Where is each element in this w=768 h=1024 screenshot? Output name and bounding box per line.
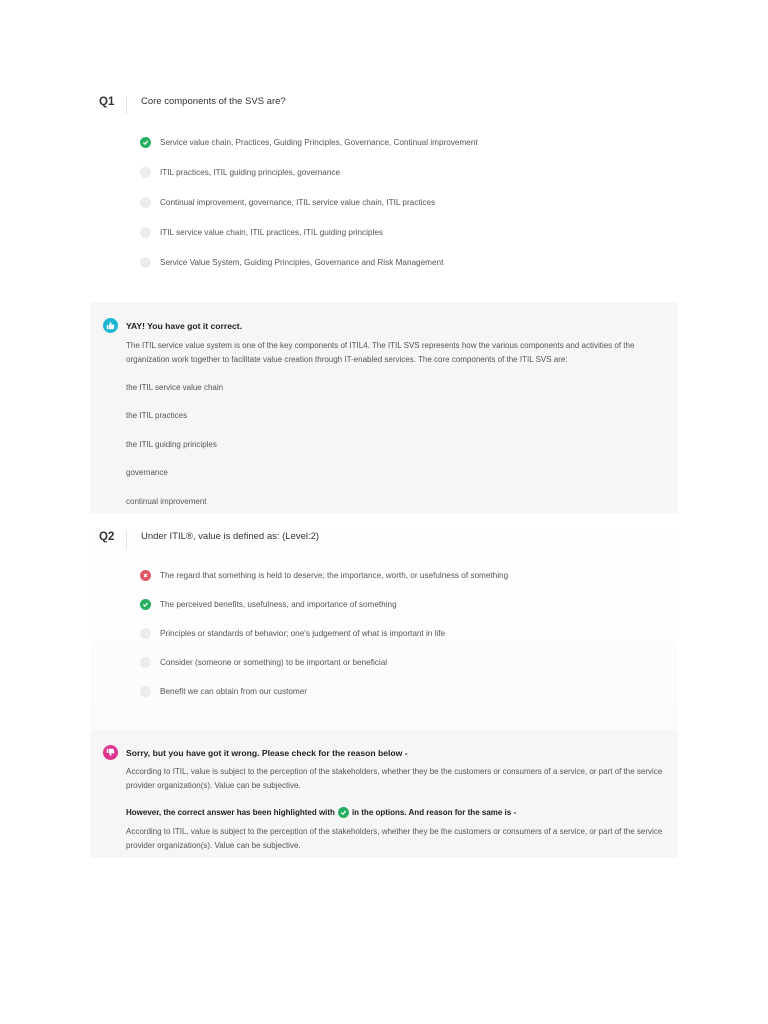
- q1-feedback-item-3: the ITIL guiding principles: [126, 440, 217, 449]
- q1-option-1-label: Service value chain, Practices, Guiding Principles, Governance, Continual improvement: [160, 137, 478, 147]
- q1-option-4-label: ITIL service value chain, ITIL practices, ITIL guiding principles: [160, 227, 383, 237]
- q2-feedback-highlight: [126, 807, 516, 818]
- q1-feedback-panel: [90, 302, 678, 513]
- check-circle-icon: [140, 599, 151, 610]
- q2-option-5-label: Benefit we can obtain from our customer: [160, 687, 307, 696]
- q1-feedback-title: [103, 318, 242, 333]
- q1-option-4[interactable]: [140, 217, 478, 247]
- check-circle-icon: [338, 807, 349, 818]
- q1-options: [140, 127, 478, 277]
- q2-option-4-label: Consider (someone or something) to be important or beneficial: [160, 658, 388, 667]
- x-circle-icon: [140, 570, 151, 581]
- q2-options: [140, 561, 508, 706]
- q1-feedback-item-4: governance: [126, 468, 168, 477]
- q1-option-2[interactable]: [140, 157, 478, 187]
- q1-feedback-body: The ITIL service value system is one of the key components of ITIL4. The ITIL SVS represents how the various components and activities of the organization work together to facilitate value creation through IT-enabled services. The core components of the ITIL SVS are:: [126, 341, 635, 364]
- radio-empty-icon: [140, 257, 151, 268]
- thumbs-up-icon: [103, 318, 118, 333]
- q1-option-2-label: ITIL practices, ITIL guiding principles, governance: [160, 167, 341, 177]
- radio-empty-icon: [140, 628, 151, 639]
- radio-empty-icon: [140, 686, 151, 697]
- q1-option-3-label: Continual improvement, governance, ITIL service value chain, ITIL practices: [160, 197, 436, 207]
- thumbs-down-icon: [103, 745, 118, 760]
- q1-option-5[interactable]: [140, 247, 478, 277]
- q1-header: [99, 96, 286, 114]
- q2-feedback-title-text: Sorry, but you have got it wrong. Please check for the reason below -: [126, 747, 408, 758]
- q1-option-3[interactable]: [140, 187, 478, 217]
- radio-empty-icon: [140, 167, 151, 178]
- q2-option-2-label: The perceived benefits, usefulness, and importance of something: [160, 600, 397, 609]
- check-circle-icon: [140, 137, 151, 148]
- radio-empty-icon: [140, 657, 151, 668]
- q1-question: Core components of the SVS are?: [141, 96, 286, 107]
- q2-option-1[interactable]: [140, 561, 508, 590]
- q2-feedback-body-2: According to ITIL, value is subject to the perception of the stakeholders, whether they be the customers or consumers of a service, or part of the service provider organization(s). Value can be subjective.: [126, 827, 663, 850]
- q2-question: Under ITIL®, value is defined as: (Level:2): [141, 531, 320, 542]
- q2-highlight-after: in the options. And reason for the same is -: [351, 808, 517, 817]
- q2-feedback-body-1: According to ITIL, value is subject to the perception of the stakeholders, whether they be the customers or consumers of a service, or part of the service provider organization(s). Value can be subjective.: [126, 767, 663, 790]
- q2-header: [99, 531, 319, 549]
- q1-option-1[interactable]: [140, 127, 478, 157]
- q2-option-3-label: Principles or standards of behavior; one's judgement of what is important in life: [160, 629, 446, 638]
- q2-option-1-label: The regard that something is held to deserve; the importance, worth, or usefulness of something: [160, 571, 509, 580]
- q1-number: Q1: [99, 96, 115, 108]
- q2-option-4[interactable]: [140, 648, 508, 677]
- q1-feedback-item-1: the ITIL service value chain: [126, 383, 224, 392]
- q1-option-5-label: Service Value System, Guiding Principles, Governance and Risk Management: [160, 257, 444, 267]
- q2-feedback-title: [103, 745, 408, 760]
- radio-empty-icon: [140, 197, 151, 208]
- q2-option-2[interactable]: [140, 590, 508, 619]
- q1-feedback-item-2: the ITIL practices: [126, 411, 188, 420]
- q1-feedback-title-text: YAY! You have got it correct.: [126, 320, 243, 331]
- q2-highlight-before: However, the correct answer has been highlighted with: [126, 808, 335, 817]
- q1-divider: [126, 96, 127, 114]
- q2-feedback-panel: [90, 730, 678, 858]
- q2-divider: [126, 531, 127, 549]
- q2-number: Q2: [99, 531, 115, 543]
- radio-empty-icon: [140, 227, 151, 238]
- q1-feedback-item-5: continual improvement: [126, 497, 207, 506]
- q2-option-3[interactable]: [140, 619, 508, 648]
- q2-option-5[interactable]: [140, 677, 508, 706]
